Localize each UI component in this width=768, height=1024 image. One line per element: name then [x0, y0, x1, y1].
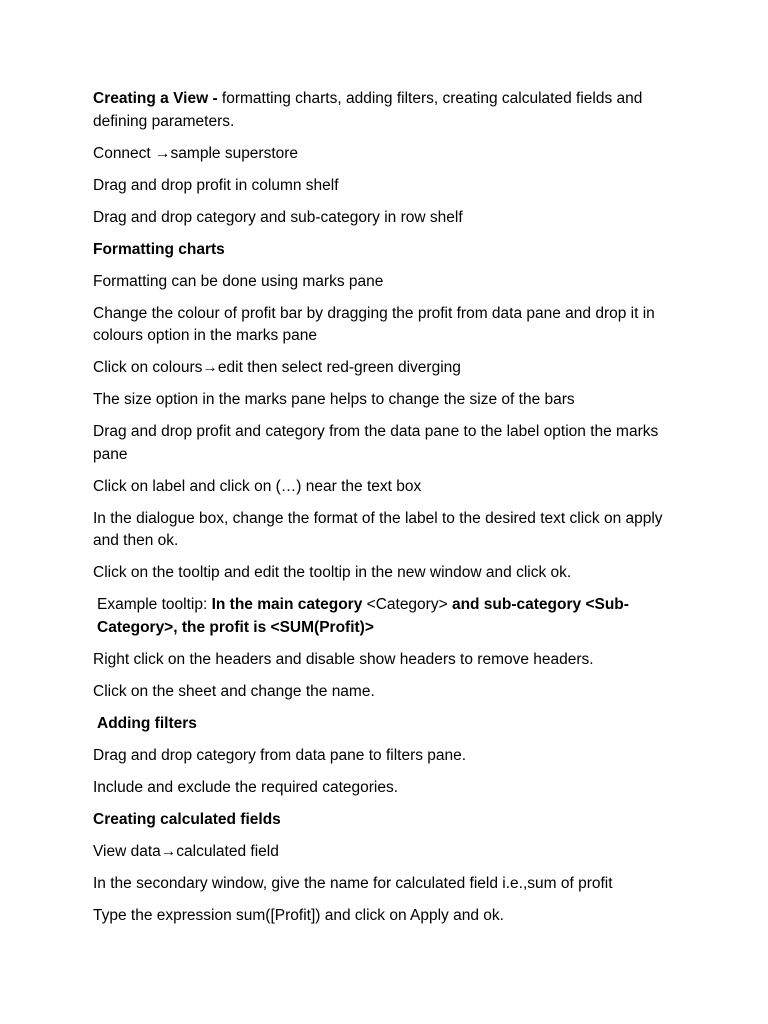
- right-arrow-icon: →: [202, 359, 218, 376]
- example-tooltip-bold-2: and sub-category <Sub-Category>, the profit is <SUM(Profit)>: [97, 596, 629, 636]
- tooltip-edit-step: Click on the tooltip and edit the tooltip in the new window and click ok.: [93, 564, 572, 581]
- click-label-step: Click on label and click on (…) near the text box: [93, 477, 422, 495]
- heading-formatting-text: Formatting charts: [93, 240, 225, 258]
- connect-text: Connect: [93, 144, 156, 162]
- drag-profit-step: Drag and drop profit in column shelf: [93, 176, 339, 194]
- heading-filters-text: Adding filters: [97, 714, 197, 732]
- formatting-marks-step: Formatting can be done using marks pane: [93, 272, 384, 290]
- heading-calculated-text: Creating calculated fields: [93, 810, 281, 828]
- change-colour-step: Change the colour of profit bar by dragging the profit from data pane and drop it in colours option in the marks pane: [93, 304, 655, 344]
- example-tooltip: [93, 594, 683, 639]
- example-tooltip-bold-1: In the main category: [211, 596, 367, 613]
- size-option-step: The size option in the marks pane helps to change the size of the bars: [93, 391, 575, 408]
- right-arrow-icon: →: [160, 842, 177, 860]
- click-colours-target: edit then select red-green diverging: [217, 359, 461, 376]
- view-data-text: View data: [93, 842, 161, 860]
- connect-step: [93, 143, 683, 166]
- drag-filters-step: Drag and drop category from data pane to filters pane.: [93, 746, 467, 764]
- right-arrow-icon: →: [155, 144, 171, 162]
- connect-target: sample superstore: [170, 144, 299, 162]
- click-colours-text: Click on colours: [93, 359, 203, 376]
- example-tooltip-prefix: Example tooltip:: [97, 596, 212, 613]
- click-colours-step: [93, 357, 683, 380]
- dialogue-box-step: In the dialogue box, change the format of the label to the desired text click on apply and then ok.: [93, 509, 663, 549]
- heading-formatting-charts: [93, 239, 683, 262]
- type-expression-step: Type the expression sum([Profit]) and click on Apply and ok.: [93, 906, 504, 924]
- example-tooltip-category: <Category>: [366, 596, 448, 613]
- heading-calculated-fields: [93, 809, 683, 832]
- click-sheet-step: Click on the sheet and change the name.: [93, 682, 375, 700]
- include-exclude-step: Include and exclude the required categories.: [93, 778, 399, 796]
- document-body: [93, 88, 683, 937]
- intro-text: formatting charts, adding filters, creating calculated fields and defining parameters.: [93, 90, 643, 130]
- drag-category-step: Drag and drop category and sub-category in row shelf: [93, 208, 463, 226]
- intro-heading: Creating a View -: [93, 90, 218, 107]
- secondary-window-step: In the secondary window, give the name for calculated field i.e.,sum of profit: [93, 874, 613, 892]
- intro-paragraph: [93, 88, 683, 133]
- view-data-target: calculated field: [176, 842, 279, 860]
- view-data-step: [93, 841, 683, 864]
- right-click-step: Right click on the headers and disable show headers to remove headers.: [93, 650, 594, 668]
- label-option-step: Drag and drop profit and category from the data pane to the label option the marks pane: [93, 423, 659, 463]
- heading-adding-filters: [93, 713, 683, 736]
